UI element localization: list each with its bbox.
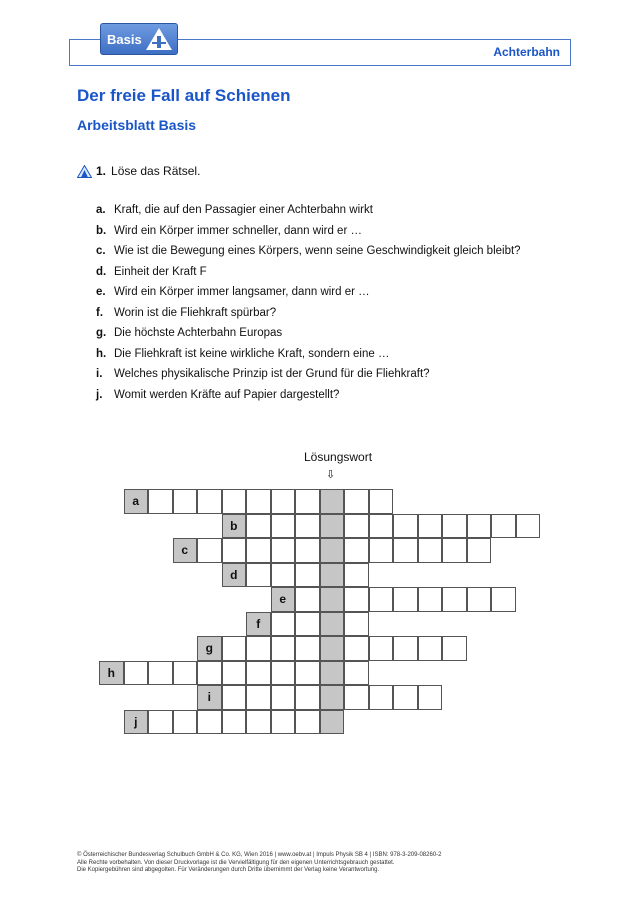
- list-item: [96, 307, 521, 328]
- solution-cell[interactable]: [320, 612, 345, 637]
- clue-start-cell-c: c: [173, 538, 198, 563]
- letter-cell[interactable]: [271, 563, 296, 588]
- letter-cell[interactable]: [295, 612, 320, 637]
- letter-cell[interactable]: [418, 636, 443, 661]
- list-item: [96, 286, 521, 307]
- letter-cell[interactable]: [295, 538, 320, 563]
- clue-text: Die höchste Achterbahn Europas: [114, 327, 283, 339]
- letter-cell[interactable]: [344, 685, 369, 710]
- difficulty-triangle-icon: [77, 165, 92, 178]
- clue-letter: g.: [96, 327, 107, 339]
- letter-cell[interactable]: [148, 710, 173, 735]
- clue-start-cell-h: h: [99, 661, 124, 686]
- task-text: Löse das Rätsel.: [111, 164, 201, 178]
- letter-cell[interactable]: [344, 489, 369, 514]
- clue-start-cell-f: f: [246, 612, 271, 637]
- solution-cell[interactable]: [320, 685, 345, 710]
- letter-cell[interactable]: [344, 661, 369, 686]
- solution-cell[interactable]: [320, 514, 345, 539]
- footer-line: © Österreichischer Bundesverlag Schulbuch GmbH & Co. KG, Wien 2016 | www.oebv.at | Impuls Physik SB 4 | ISBN: 978-3-209-08260-2: [77, 852, 442, 858]
- list-item: [96, 389, 521, 410]
- clue-start-cell-e: e: [271, 587, 296, 612]
- clue-text: Welches physikalische Prinzip ist der Grund für die Fliehkraft?: [114, 368, 430, 380]
- clue-letter: a.: [96, 204, 106, 216]
- letter-cell[interactable]: [197, 538, 222, 563]
- list-item: [96, 204, 521, 225]
- letter-cell[interactable]: [295, 587, 320, 612]
- letter-cell[interactable]: [344, 563, 369, 588]
- list-item: [96, 348, 521, 369]
- letter-cell[interactable]: [295, 661, 320, 686]
- footer-line: Alle Rechte vorbehalten. Von dieser Druckvorlage ist die Vervielfältigung für den eigenen Unterrichtsgebrauch gestattet.: [77, 859, 395, 866]
- letter-cell[interactable]: [271, 710, 296, 735]
- triangle-logo-icon: [144, 26, 174, 52]
- clue-list: [96, 204, 521, 409]
- section-title: Achterbahn: [493, 45, 560, 59]
- letter-cell[interactable]: [393, 538, 418, 563]
- letter-cell[interactable]: [442, 538, 467, 563]
- letter-cell[interactable]: [369, 514, 394, 539]
- letter-cell[interactable]: [222, 636, 247, 661]
- copyright-footer: [77, 852, 442, 875]
- clue-text: Wird ein Körper immer langsamer, dann wird er …: [114, 286, 370, 298]
- clue-text: Die Fliehkraft ist keine wirkliche Kraft, sondern eine …: [114, 347, 390, 360]
- letter-cell[interactable]: [491, 587, 516, 612]
- letter-cell[interactable]: [467, 514, 492, 539]
- list-item: [96, 368, 521, 389]
- letter-cell[interactable]: [295, 636, 320, 661]
- letter-cell[interactable]: [271, 636, 296, 661]
- letter-cell[interactable]: [222, 685, 247, 710]
- letter-cell[interactable]: [222, 538, 247, 563]
- letter-cell[interactable]: [516, 514, 541, 539]
- letter-cell[interactable]: [173, 661, 198, 686]
- letter-cell[interactable]: [344, 514, 369, 539]
- clue-text: Womit werden Kräfte auf Papier dargestellt?: [114, 388, 340, 401]
- letter-cell[interactable]: [295, 710, 320, 735]
- solution-cell[interactable]: [320, 563, 345, 588]
- letter-cell[interactable]: [271, 514, 296, 539]
- letter-cell[interactable]: [442, 514, 467, 539]
- clue-letter: i.: [96, 368, 103, 380]
- letter-cell[interactable]: [418, 685, 443, 710]
- task-number: 1.: [96, 164, 107, 178]
- clue-start-cell-g: g: [197, 636, 222, 661]
- clue-letter: c.: [96, 245, 106, 257]
- letter-cell[interactable]: [246, 538, 271, 563]
- letter-cell[interactable]: [393, 514, 418, 539]
- letter-cell[interactable]: [246, 685, 271, 710]
- letter-cell[interactable]: [442, 636, 467, 661]
- task-heading: [77, 164, 200, 178]
- letter-cell[interactable]: [271, 685, 296, 710]
- clue-text: Worin ist die Fliehkraft spürbar?: [114, 306, 277, 319]
- letter-cell[interactable]: [491, 514, 516, 539]
- letter-cell[interactable]: [418, 514, 443, 539]
- solution-cell[interactable]: [320, 661, 345, 686]
- letter-cell[interactable]: [393, 685, 418, 710]
- clue-text: Einheit der Kraft F: [114, 265, 207, 278]
- letter-cell[interactable]: [148, 489, 173, 514]
- letter-cell[interactable]: [295, 514, 320, 539]
- down-arrow-icon: ⇩: [326, 469, 336, 481]
- letter-cell[interactable]: [246, 514, 271, 539]
- logo-text: Basis: [107, 32, 142, 47]
- solution-word-label: Lösungswort: [304, 450, 373, 464]
- solution-cell[interactable]: [320, 538, 345, 563]
- letter-cell[interactable]: [369, 489, 394, 514]
- letter-cell[interactable]: [344, 636, 369, 661]
- letter-cell[interactable]: [369, 538, 394, 563]
- letter-cell[interactable]: [393, 587, 418, 612]
- letter-cell[interactable]: [295, 489, 320, 514]
- letter-cell[interactable]: [442, 587, 467, 612]
- letter-cell[interactable]: [246, 661, 271, 686]
- letter-cell[interactable]: [246, 710, 271, 735]
- letter-cell[interactable]: [344, 538, 369, 563]
- clue-letter: d.: [96, 265, 107, 278]
- letter-cell[interactable]: [271, 661, 296, 686]
- letter-cell[interactable]: [246, 563, 271, 588]
- letter-cell[interactable]: [344, 612, 369, 637]
- letter-cell[interactable]: [222, 489, 247, 514]
- clue-text: Kraft, die auf den Passagier einer Achterbahn wirkt: [114, 204, 373, 216]
- letter-cell[interactable]: [124, 661, 149, 686]
- page-subtitle: Arbeitsblatt Basis: [77, 117, 197, 133]
- letter-cell[interactable]: [246, 489, 271, 514]
- letter-cell[interactable]: [467, 587, 492, 612]
- solution-cell[interactable]: [320, 587, 345, 612]
- list-item: [96, 245, 521, 266]
- clue-start-cell-i: i: [197, 685, 222, 710]
- letter-cell[interactable]: [173, 489, 198, 514]
- clue-start-cell-a: a: [124, 489, 149, 514]
- footer-line: Die Kopiergebühren sind abgegolten. Für Veränderungen durch Dritte übernimmt der Verlag keine Verantwortung.: [77, 867, 380, 873]
- letter-cell[interactable]: [222, 661, 247, 686]
- clue-start-cell-b: b: [222, 514, 247, 539]
- letter-cell[interactable]: [369, 587, 394, 612]
- solution-cell[interactable]: [320, 636, 345, 661]
- letter-cell[interactable]: [418, 587, 443, 612]
- clue-letter: f.: [96, 306, 104, 319]
- list-item: [96, 225, 521, 246]
- list-item: [96, 327, 521, 348]
- letter-cell[interactable]: [369, 636, 394, 661]
- letter-cell[interactable]: [197, 489, 222, 514]
- letter-cell[interactable]: [271, 489, 296, 514]
- basis-logo: [100, 23, 178, 55]
- letter-cell[interactable]: [467, 538, 492, 563]
- clue-letter: h.: [96, 347, 107, 360]
- letter-cell[interactable]: [418, 538, 443, 563]
- solution-cell[interactable]: [320, 710, 345, 735]
- letter-cell[interactable]: [197, 710, 222, 735]
- solution-cell[interactable]: [320, 489, 345, 514]
- clue-start-cell-d: d: [222, 563, 247, 588]
- letter-cell[interactable]: [173, 710, 198, 735]
- list-item: [96, 266, 521, 287]
- letter-cell[interactable]: [222, 710, 247, 735]
- clue-text: Wie ist die Bewegung eines Körpers, wenn seine Geschwindigkeit gleich bleibt?: [114, 245, 521, 257]
- clue-letter: j.: [96, 388, 103, 401]
- letter-cell[interactable]: [148, 661, 173, 686]
- clue-letter: b.: [96, 224, 107, 237]
- letter-cell[interactable]: [295, 563, 320, 588]
- clue-text: Wird ein Körper immer schneller, dann wird er …: [114, 224, 362, 237]
- letter-cell[interactable]: [197, 661, 222, 686]
- clue-start-cell-j: j: [124, 710, 149, 735]
- letter-cell[interactable]: [271, 538, 296, 563]
- page-title: Der freie Fall auf Schienen: [77, 86, 291, 105]
- letter-cell[interactable]: [393, 636, 418, 661]
- letter-cell[interactable]: [271, 612, 296, 637]
- letter-cell[interactable]: [295, 685, 320, 710]
- letter-cell[interactable]: [344, 587, 369, 612]
- clue-letter: e.: [96, 286, 106, 298]
- letter-cell[interactable]: [246, 636, 271, 661]
- letter-cell[interactable]: [369, 685, 394, 710]
